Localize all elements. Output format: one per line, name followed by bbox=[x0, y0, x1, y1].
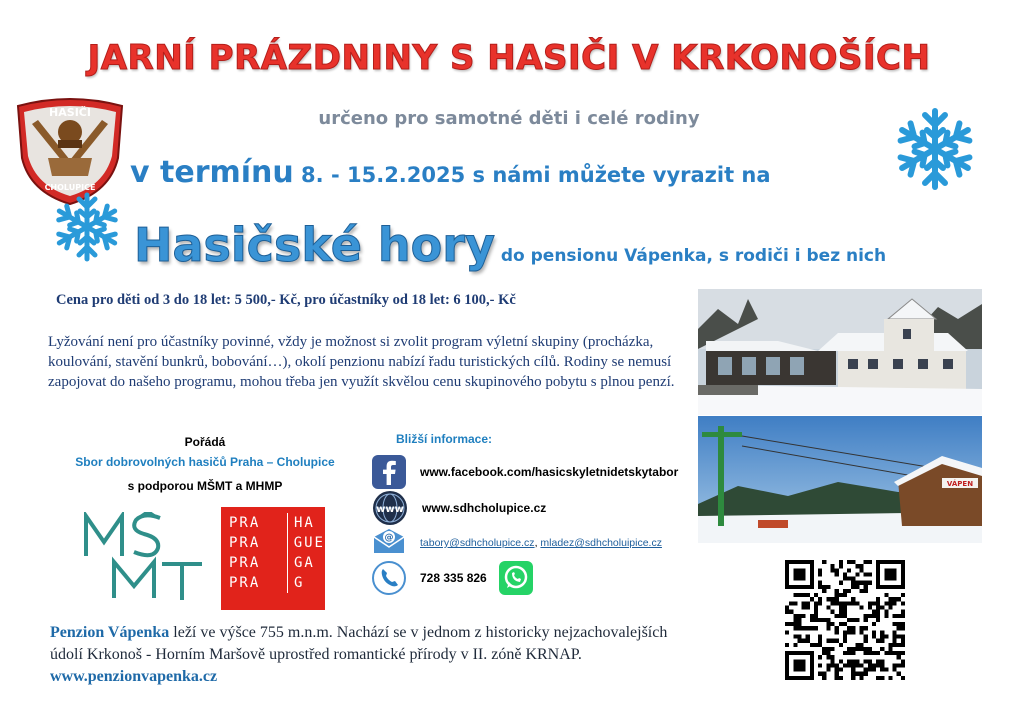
phone-number[interactable]: 728 335 826 bbox=[420, 571, 487, 585]
contact-phone[interactable] bbox=[372, 558, 533, 598]
qr-code[interactable] bbox=[785, 560, 905, 680]
date-line-lead: v termínu bbox=[130, 155, 294, 190]
organizer-name: Sbor dobrovolných hasičů Praha – Cholupice bbox=[75, 455, 335, 469]
contact-email[interactable] bbox=[372, 522, 662, 562]
headline-hory-suffix: do pensionu Vápenka, s rodiči i bez nich bbox=[494, 246, 887, 266]
subtitle: určeno pro samotné děti i celé rodiny bbox=[318, 108, 700, 129]
praha-logo-text: GA bbox=[287, 553, 315, 573]
praha-logo-text: PRA bbox=[229, 535, 261, 551]
email-link-mladez[interactable]: mladez@sdhcholuipice.cz bbox=[540, 537, 662, 549]
organizer-label: Pořádá bbox=[184, 435, 226, 449]
price-text: Cena pro děti od 3 do 18 let: 5 500,- Kč, pro účastníky od 18 let: 6 100,- Kč bbox=[56, 292, 516, 308]
praha-logo-text: PRA bbox=[229, 555, 261, 571]
photo-sign-text: VÁPEN bbox=[946, 480, 974, 488]
contact-facebook[interactable] bbox=[372, 452, 678, 492]
snowflake-icon bbox=[50, 190, 124, 264]
pension-info bbox=[50, 622, 690, 688]
web-link[interactable]: www.sdhcholupice.cz bbox=[422, 501, 547, 515]
praha-logo-text: PRA bbox=[229, 575, 261, 591]
whatsapp-icon[interactable] bbox=[499, 561, 533, 595]
praha-logo-text: G bbox=[287, 573, 304, 593]
photo-pension bbox=[698, 289, 982, 415]
organizer-support: s podporou MŠMT a MHMP bbox=[127, 479, 283, 493]
info-heading: Bližší informace: bbox=[396, 432, 493, 446]
pension-name: Penzion Vápenka bbox=[50, 624, 170, 641]
praha-logo-text: GUE bbox=[287, 533, 325, 553]
msmt-logo bbox=[84, 512, 204, 602]
organizer-block bbox=[70, 432, 340, 496]
phone-icon bbox=[372, 561, 406, 595]
pension-url[interactable]: www.penzionvapenka.cz bbox=[50, 668, 218, 685]
date-line-rest: 8. - 15.2.2025 s námi můžete vyrazit na bbox=[293, 163, 771, 187]
email-separator: , bbox=[534, 537, 541, 549]
facebook-link[interactable]: www.facebook.com/hasicskyletnidetskytabor bbox=[420, 465, 679, 479]
photo-ski-lift bbox=[698, 416, 982, 543]
description-text: Lyžování není pro účastníky povinné, vždy je možnost si zvolit program výletní skupiny (procházka, koulování, stavění bunkrů, bobování…), okolí penzionu nabízí řadu turistických cílů. Rodiny se nemusí zapojovat do našeho programu, mohou třeba jen využít skvělou cenu skupinového pobytu s plnou penzí. bbox=[48, 334, 675, 390]
facebook-icon bbox=[372, 455, 406, 489]
page-title: JARNÍ PRÁZDNINY S HASIČI V KRKONOŠÍCH bbox=[87, 38, 931, 78]
globe-icon bbox=[372, 490, 408, 526]
date-line bbox=[130, 155, 771, 190]
logo-bottom-text: CHOLUPICE bbox=[44, 183, 96, 192]
praha-logo bbox=[221, 507, 325, 610]
svg-text:@: @ bbox=[384, 533, 394, 543]
logo-top-text: HASIČI bbox=[49, 106, 91, 119]
praha-logo-text: HA bbox=[287, 513, 315, 533]
headline-hory bbox=[134, 218, 886, 272]
praha-logo-text: PRA bbox=[229, 515, 261, 531]
email-link-tabory[interactable]: tabory@sdhcholupice.cz bbox=[420, 537, 535, 549]
snowflake-icon bbox=[892, 106, 978, 192]
www-icon-label: www bbox=[376, 504, 404, 515]
headline-hory-big: Hasičské hory bbox=[134, 218, 495, 272]
email-icon bbox=[372, 525, 406, 559]
pension-description: leží ve výšce 755 m.n.m. Nachází se v jednom z historicky nejzachovalejších údolí Krkonoš - Horním Maršově uprostřed romantické přírody v II. zóně KRNAP. bbox=[50, 624, 668, 663]
